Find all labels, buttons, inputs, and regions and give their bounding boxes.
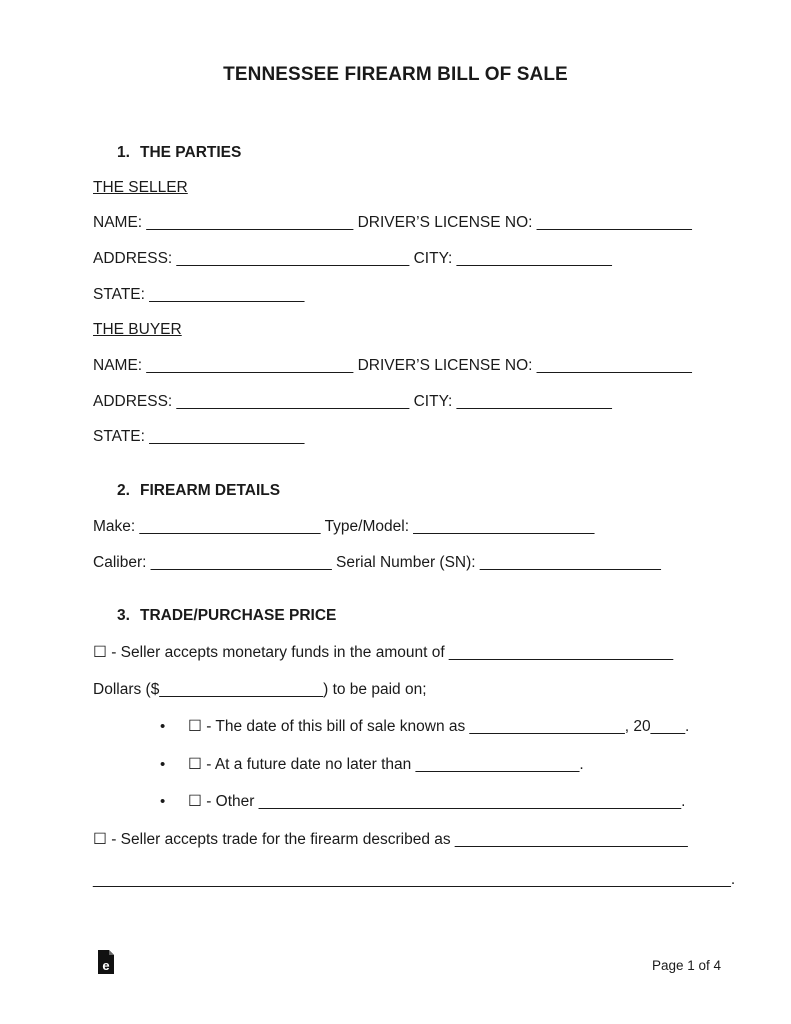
- bullet-icon: •: [160, 756, 166, 773]
- bullet-icon: •: [160, 793, 166, 810]
- seller-state-line[interactable]: STATE: __________________: [93, 286, 305, 303]
- eforms-logo-icon: [96, 948, 116, 976]
- bullet-icon: •: [160, 718, 166, 735]
- trade-continuation-line[interactable]: __________________________________________________________________________.: [93, 871, 736, 888]
- firearm-make-line[interactable]: Make: _____________________ Type/Model: _____________________: [93, 518, 595, 535]
- buyer-state-line[interactable]: STATE: __________________: [93, 428, 305, 445]
- monetary-funds-option[interactable]: ☐ - Seller accepts monetary funds in the amount of __________________________: [93, 644, 674, 661]
- page-number: Page 1 of 4: [651, 958, 721, 973]
- seller-label: THE SELLER: [93, 179, 188, 196]
- seller-address-line[interactable]: ADDRESS: ___________________________ CITY: __________________: [93, 250, 612, 267]
- buyer-address-line[interactable]: ADDRESS: ___________________________ CITY: __________________: [93, 393, 612, 410]
- section-title: FIREARM DETAILS: [140, 482, 281, 499]
- svg-text:e: e: [102, 958, 110, 973]
- dollars-line[interactable]: Dollars ($___________________) to be paid on;: [93, 681, 427, 698]
- section-firearm-heading: [117, 481, 280, 501]
- option-future-text[interactable]: ☐ - At a future date no later than ___________________.: [188, 756, 584, 773]
- section-number: 1.: [117, 144, 130, 161]
- bullet-option-other[interactable]: [160, 792, 685, 812]
- option-date-text[interactable]: ☐ - The date of this bill of sale known as __________________, 20____.: [188, 718, 690, 735]
- section-title: THE PARTIES: [140, 144, 242, 161]
- section-number: 3.: [117, 607, 130, 624]
- buyer-name-line[interactable]: NAME: ________________________ DRIVER’S LICENSE NO: __________________: [93, 357, 692, 374]
- bullet-option-future[interactable]: [160, 755, 584, 775]
- firearm-caliber-line[interactable]: Caliber: _____________________ Serial Number (SN): _____________________: [93, 554, 661, 571]
- seller-name-line[interactable]: NAME: ________________________ DRIVER’S LICENSE NO: __________________: [93, 214, 692, 231]
- section-parties-heading: [117, 143, 241, 163]
- section-number: 2.: [117, 482, 130, 499]
- page-title: TENNESSEE FIREARM BILL OF SALE: [223, 64, 568, 85]
- section-price-heading: [117, 606, 336, 626]
- trade-option[interactable]: ☐ - Seller accepts trade for the firearm described as ___________________________: [93, 831, 688, 848]
- buyer-label: THE BUYER: [93, 321, 182, 338]
- option-other-text[interactable]: ☐ - Other _________________________________________________.: [188, 793, 686, 810]
- bullet-option-date[interactable]: [160, 717, 689, 737]
- section-title: TRADE/PURCHASE PRICE: [140, 607, 337, 624]
